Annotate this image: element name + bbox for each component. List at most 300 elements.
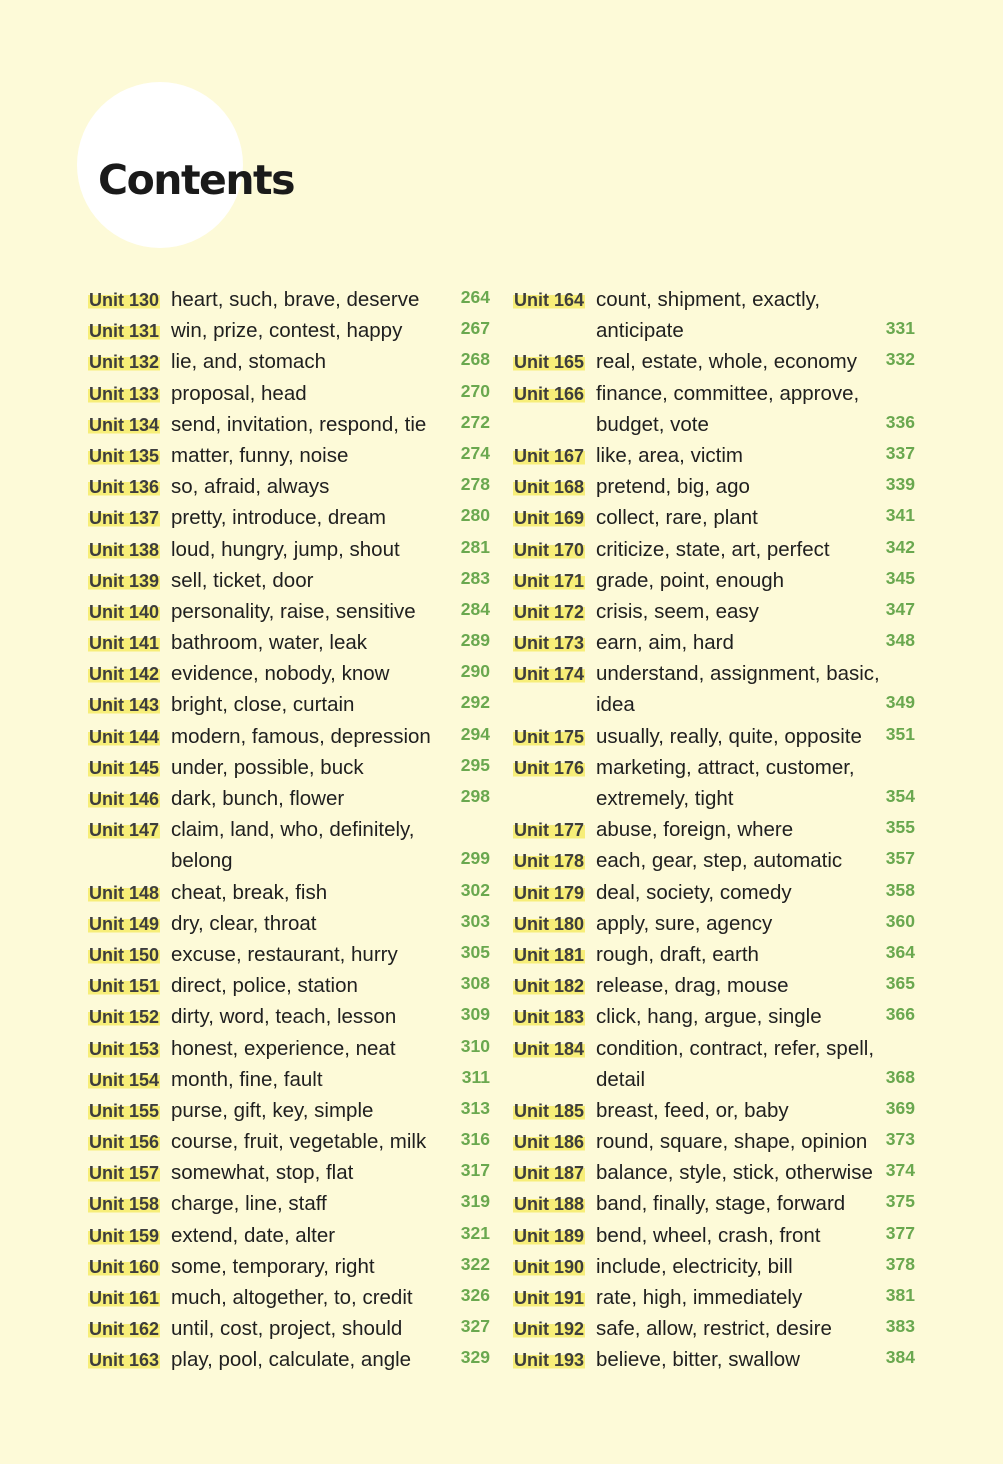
page-number: 360: [885, 910, 915, 931]
unit-words: extremely, tight: [596, 787, 734, 810]
unit-label: Unit 142: [89, 664, 160, 685]
unit-words: loud, hungry, jump, shout: [171, 537, 400, 561]
unit-label: Unit 172: [514, 601, 585, 622]
entry-line: [513, 721, 918, 752]
entry-line: [88, 1313, 493, 1344]
contents-entry[interactable]: [88, 1282, 493, 1313]
entry-line: [513, 596, 918, 627]
contents-entry[interactable]: [513, 1188, 918, 1219]
page-number: 313: [460, 1097, 490, 1118]
unit-words: marketing, attract, customer,: [596, 755, 855, 779]
contents-entry[interactable]: [513, 1251, 918, 1282]
unit-words: modern, famous, depression: [171, 724, 431, 748]
entry-line: [513, 346, 918, 377]
page-number: 299: [460, 848, 490, 869]
unit-label: Unit 148: [89, 882, 160, 903]
page-number: 317: [460, 1160, 490, 1181]
unit-label: Unit 166: [514, 383, 585, 404]
contents-entry[interactable]: [88, 315, 493, 346]
entry-line: [513, 689, 918, 720]
entry-line: [513, 970, 918, 1001]
page-number: 384: [885, 1347, 915, 1368]
unit-label: Unit 134: [89, 414, 160, 435]
unit-words: matter, funny, noise: [171, 443, 349, 467]
unit-label: Unit 159: [89, 1225, 160, 1246]
unit-label: Unit 185: [514, 1100, 585, 1121]
entry-line: [513, 1251, 918, 1282]
contents-entry[interactable]: [88, 689, 493, 720]
entry-line: [88, 346, 493, 377]
unit-words: rough, draft, earth: [596, 942, 759, 966]
unit-words: click, hang, argue, single: [596, 1005, 822, 1029]
unit-label: Unit 151: [89, 976, 160, 997]
entry-line: [88, 1282, 493, 1313]
page-number: 270: [460, 380, 490, 401]
page-number: 336: [885, 411, 915, 432]
entry-line: [513, 1313, 918, 1344]
unit-label: Unit 140: [89, 601, 160, 622]
entry-line: [88, 908, 493, 939]
unit-label: Unit 181: [514, 944, 585, 965]
unit-words: much, altogether, to, credit: [171, 1286, 413, 1309]
contents-entry[interactable]: [88, 1157, 493, 1188]
entry-line: [513, 752, 918, 783]
entry-line: [513, 627, 918, 658]
unit-label: Unit 176: [514, 757, 585, 778]
entry-line: [88, 1251, 493, 1282]
contents-entry[interactable]: [88, 565, 493, 596]
unit-words: personality, raise, sensitive: [171, 599, 416, 623]
page-number: 283: [460, 567, 490, 588]
unit-label: Unit 183: [514, 1007, 585, 1028]
unit-words: somewhat, stop, flat: [171, 1161, 354, 1185]
unit-words: condition, contract, refer, spell,: [596, 1036, 875, 1060]
contents-entry[interactable]: [88, 1188, 493, 1219]
contents-entry[interactable]: [88, 1001, 493, 1032]
page-number: 358: [885, 879, 915, 900]
contents-entry[interactable]: [513, 1126, 918, 1157]
entry-line: [88, 534, 493, 565]
contents-entry[interactable]: [513, 1095, 918, 1126]
page-number: 295: [460, 754, 490, 775]
unit-words: some, temporary, right: [171, 1254, 375, 1278]
unit-words: dry, clear, throat: [171, 911, 317, 935]
unit-words: budget, vote: [596, 412, 709, 436]
unit-label: Unit 161: [89, 1288, 160, 1308]
page-number: 348: [885, 630, 915, 651]
contents-entry[interactable]: [88, 970, 493, 1001]
contents-entry[interactable]: [88, 1064, 493, 1095]
unit-label: Unit 136: [89, 477, 160, 498]
unit-words: bathroom, water, leak: [171, 631, 367, 655]
unit-label: Unit 154: [89, 1069, 160, 1090]
entry-line: [513, 814, 918, 845]
page-number: 332: [885, 349, 915, 370]
unit-words: idea: [596, 693, 635, 717]
page-number: 373: [885, 1129, 915, 1150]
contents-entry[interactable]: [88, 783, 493, 814]
unit-label: Unit 178: [514, 851, 585, 872]
contents-entry[interactable]: [88, 939, 493, 970]
entry-line: [88, 440, 493, 471]
unit-words: dirty, word, teach, lesson: [171, 1005, 397, 1029]
unit-label: Unit 167: [514, 445, 585, 466]
page-number: 345: [885, 567, 915, 588]
unit-label: Unit 180: [514, 913, 585, 934]
contents-entry[interactable]: [88, 877, 493, 908]
page-number: 268: [460, 349, 490, 370]
unit-words: collect, rare, plant: [596, 506, 758, 530]
entry-line: [88, 502, 493, 533]
page-title: Contents: [98, 156, 295, 204]
page-number: 305: [460, 941, 490, 962]
entry-line: [513, 1220, 918, 1251]
unit-label: Unit 168: [514, 477, 585, 498]
unit-label: Unit 150: [89, 944, 160, 965]
unit-words: include, electricity, bill: [596, 1254, 793, 1278]
unit-words: lie, and, stomach: [171, 350, 326, 374]
entry-line: [88, 1344, 493, 1375]
contents-entry[interactable]: [513, 1344, 918, 1375]
unit-words: so, afraid, always: [171, 475, 330, 499]
unit-words: believe, bitter, swallow: [596, 1348, 800, 1372]
entry-line: [513, 471, 918, 502]
entry-line: [513, 658, 918, 689]
contents-entry[interactable]: [88, 1313, 493, 1344]
unit-label: Unit 187: [514, 1163, 585, 1184]
page-number: 331: [885, 318, 915, 339]
entry-line: [513, 877, 918, 908]
unit-words: month, fine, fault: [171, 1067, 323, 1091]
unit-label: Unit 132: [89, 352, 160, 373]
entry-line: [88, 845, 493, 876]
entry-line: [513, 1282, 918, 1313]
contents-entry[interactable]: [513, 471, 918, 502]
entry-line: [513, 845, 918, 876]
entry-line: [513, 534, 918, 565]
unit-label: Unit 163: [89, 1350, 160, 1371]
entry-line: [513, 1001, 918, 1032]
entry-line: [513, 1095, 918, 1126]
contents-entry[interactable]: [513, 440, 918, 471]
unit-words: purse, gift, key, simple: [171, 1098, 374, 1122]
contents-entry[interactable]: [88, 814, 493, 876]
page-number: 354: [885, 786, 915, 806]
entry-line: [513, 1033, 918, 1064]
unit-words: grade, point, enough: [596, 568, 785, 592]
entry-line: [88, 783, 493, 814]
page-number: 292: [460, 692, 490, 713]
unit-label: Unit 141: [89, 633, 160, 654]
unit-label: Unit 155: [89, 1100, 160, 1121]
unit-label: Unit 189: [514, 1225, 585, 1246]
contents-entry[interactable]: [88, 1095, 493, 1126]
entry-line: [88, 752, 493, 783]
unit-label: Unit 186: [514, 1132, 585, 1153]
unit-words: pretty, introduce, dream: [171, 506, 386, 530]
unit-label: Unit 177: [514, 820, 585, 841]
contents-entry[interactable]: [513, 627, 918, 658]
unit-label: Unit 162: [89, 1319, 160, 1340]
unit-words: send, invitation, respond, tie: [171, 412, 427, 436]
unit-label: Unit 146: [89, 789, 160, 809]
unit-words: dark, bunch, flower: [171, 787, 345, 810]
entry-line: [88, 315, 493, 346]
contents-entry[interactable]: [513, 814, 918, 845]
unit-label: Unit 190: [514, 1256, 585, 1277]
page-number: 272: [460, 411, 490, 432]
page-number: 366: [885, 1004, 915, 1025]
unit-words: excuse, restaurant, hurry: [171, 942, 398, 966]
contents-entry[interactable]: [88, 346, 493, 377]
contents-entry[interactable]: [513, 1313, 918, 1344]
contents-entry[interactable]: [88, 627, 493, 658]
entry-line: [88, 284, 493, 315]
unit-words: rate, high, immediately: [596, 1286, 803, 1309]
contents-entry[interactable]: [88, 440, 493, 471]
page-number: 327: [460, 1316, 490, 1337]
contents-entry[interactable]: [513, 970, 918, 1001]
contents-entry[interactable]: [88, 721, 493, 752]
page-number: 341: [885, 505, 915, 526]
unit-label: Unit 171: [514, 570, 585, 591]
unit-words: usually, really, quite, opposite: [596, 724, 862, 748]
contents-entry[interactable]: [513, 1282, 918, 1313]
page-number: 281: [460, 536, 490, 557]
page-number: 289: [460, 630, 490, 651]
entry-line: [513, 1064, 918, 1095]
contents-entry[interactable]: [88, 752, 493, 783]
page-number: 374: [885, 1160, 915, 1181]
unit-label: Unit 191: [514, 1288, 585, 1308]
unit-label: Unit 184: [514, 1038, 585, 1059]
page-number: 347: [885, 598, 915, 619]
unit-words: abuse, foreign, where: [596, 818, 794, 842]
unit-words: until, cost, project, should: [171, 1317, 403, 1341]
contents-entry[interactable]: [513, 1033, 918, 1095]
unit-label: Unit 145: [89, 757, 160, 778]
page-number: 298: [460, 786, 490, 806]
unit-words: apply, sure, agency: [596, 911, 773, 935]
page-number: 357: [885, 848, 915, 869]
page-number: 383: [885, 1316, 915, 1337]
unit-label: Unit 139: [89, 570, 160, 591]
page-number: 369: [885, 1097, 915, 1118]
entry-line: [88, 471, 493, 502]
contents-entry[interactable]: [513, 877, 918, 908]
unit-words: finance, committee, approve,: [596, 381, 860, 405]
page-number: 308: [460, 973, 490, 994]
entry-line: [88, 1095, 493, 1126]
unit-words: cheat, break, fish: [171, 880, 328, 904]
unit-label: Unit 160: [89, 1256, 160, 1277]
contents-entry[interactable]: [513, 845, 918, 876]
contents-entry[interactable]: [513, 596, 918, 627]
contents-entry[interactable]: [513, 346, 918, 377]
entry-line: [513, 1126, 918, 1157]
contents-entry[interactable]: [513, 1157, 918, 1188]
page-number: 329: [460, 1347, 490, 1368]
entry-line: [88, 1001, 493, 1032]
unit-label: Unit 147: [89, 820, 160, 841]
page-number: 351: [885, 723, 915, 744]
entry-line: [513, 908, 918, 939]
unit-label: Unit 152: [89, 1007, 160, 1028]
contents-entry[interactable]: [513, 378, 918, 440]
contents-entry[interactable]: [513, 908, 918, 939]
entry-line: [513, 502, 918, 533]
contents-entry[interactable]: [88, 471, 493, 502]
unit-label: Unit 157: [89, 1163, 160, 1184]
unit-label: Unit 149: [89, 913, 160, 934]
unit-label: Unit 131: [89, 321, 160, 342]
entry-line: [513, 315, 918, 346]
contents-entry[interactable]: [513, 752, 918, 814]
page-number: 278: [460, 474, 490, 495]
unit-words: count, shipment, exactly,: [596, 288, 821, 311]
entry-line: [88, 1033, 493, 1064]
contents-entry[interactable]: [88, 596, 493, 627]
unit-label: Unit 173: [514, 633, 585, 654]
contents-entry[interactable]: [88, 908, 493, 939]
unit-words: like, area, victim: [596, 443, 743, 467]
entry-line: [88, 814, 493, 845]
contents-entry[interactable]: [513, 1220, 918, 1251]
unit-words: each, gear, step, automatic: [596, 849, 843, 873]
unit-label: Unit 188: [514, 1194, 585, 1215]
contents-column-right: [513, 284, 918, 1376]
page-number: 309: [460, 1004, 490, 1025]
page-number: 378: [885, 1253, 915, 1274]
unit-words: round, square, shape, opinion: [596, 1130, 868, 1154]
entry-line: [513, 1157, 918, 1188]
entry-line: [513, 783, 918, 814]
entry-line: [88, 1220, 493, 1251]
unit-words: bright, close, curtain: [171, 693, 355, 717]
page-number: 290: [460, 661, 490, 682]
entry-line: [88, 409, 493, 440]
unit-words: charge, line, staff: [171, 1192, 327, 1216]
page-number: 302: [460, 879, 490, 900]
unit-words: criticize, state, art, perfect: [596, 537, 830, 561]
unit-label: Unit 153: [89, 1038, 160, 1059]
page-number: 303: [460, 910, 490, 931]
unit-words: claim, land, who, definitely,: [171, 818, 415, 842]
unit-label: Unit 169: [514, 508, 585, 529]
unit-words: belong: [171, 849, 233, 873]
unit-label: Unit 170: [514, 539, 585, 560]
unit-words: sell, ticket, door: [171, 568, 314, 592]
contents-entry[interactable]: [88, 502, 493, 533]
unit-words: win, prize, contest, happy: [171, 319, 403, 343]
unit-words: safe, allow, restrict, desire: [596, 1317, 832, 1341]
unit-words: detail: [596, 1067, 646, 1091]
unit-words: bend, wheel, crash, front: [596, 1223, 821, 1247]
entry-line: [88, 689, 493, 720]
contents-entry[interactable]: [513, 721, 918, 752]
entry-line: [88, 565, 493, 596]
entry-line: [513, 1344, 918, 1375]
unit-words: earn, aim, hard: [596, 631, 734, 655]
contents-entry[interactable]: [513, 534, 918, 565]
unit-words: crisis, seem, easy: [596, 599, 759, 623]
contents-entry[interactable]: [88, 1033, 493, 1064]
page-number: 284: [460, 598, 490, 619]
page-number: 310: [460, 1035, 490, 1056]
contents-entry[interactable]: [513, 565, 918, 596]
unit-label: Unit 156: [89, 1132, 160, 1153]
unit-label: Unit 137: [89, 508, 160, 529]
page-number: 280: [460, 505, 490, 526]
page-number: 319: [460, 1191, 490, 1212]
contents-entry[interactable]: [513, 658, 918, 720]
entry-line: [513, 409, 918, 440]
unit-label: Unit 192: [514, 1319, 585, 1340]
entry-line: [88, 970, 493, 1001]
unit-words: pretend, big, ago: [596, 475, 750, 499]
unit-words: heart, such, brave, deserve: [171, 288, 420, 311]
contents-entry[interactable]: [513, 284, 918, 346]
entry-line: [513, 378, 918, 409]
entry-line: [88, 1188, 493, 1219]
contents-entry[interactable]: [88, 409, 493, 440]
contents-entry[interactable]: [513, 502, 918, 533]
page-number: 342: [885, 536, 915, 557]
entry-line: [88, 658, 493, 689]
entry-line: [88, 877, 493, 908]
unit-label: Unit 143: [89, 695, 160, 716]
contents-entry[interactable]: [88, 658, 493, 689]
page-number: 349: [885, 692, 915, 713]
contents-entry[interactable]: [513, 1001, 918, 1032]
entry-line: [88, 721, 493, 752]
page-number: 368: [885, 1066, 915, 1087]
contents-entry[interactable]: [88, 1344, 493, 1375]
page-number: 321: [460, 1222, 490, 1243]
contents-entry[interactable]: [88, 1126, 493, 1157]
entry-line: [88, 1126, 493, 1157]
contents-entry[interactable]: [513, 939, 918, 970]
unit-words: honest, experience, neat: [171, 1036, 396, 1060]
page-number: 264: [460, 287, 490, 307]
contents-entry[interactable]: [88, 1251, 493, 1282]
entry-line: [88, 378, 493, 409]
unit-label: Unit 130: [89, 290, 160, 310]
page-number: 365: [885, 973, 915, 994]
unit-words: direct, police, station: [171, 974, 358, 998]
contents-entry[interactable]: [88, 284, 493, 315]
unit-label: Unit 133: [89, 383, 160, 404]
page-number: 364: [885, 941, 915, 962]
unit-label: Unit 158: [89, 1194, 160, 1215]
unit-words: extend, date, alter: [171, 1223, 336, 1247]
contents-column-left: [88, 284, 493, 1376]
entry-line: [513, 939, 918, 970]
unit-words: balance, style, stick, otherwise: [596, 1161, 873, 1185]
page-number: 381: [885, 1285, 915, 1305]
entry-line: [513, 284, 918, 315]
contents-entry[interactable]: [88, 534, 493, 565]
unit-words: release, drag, mouse: [596, 974, 789, 998]
entry-line: [88, 1064, 493, 1095]
unit-label: Unit 193: [514, 1350, 585, 1371]
contents-entry[interactable]: [88, 378, 493, 409]
page-number: 294: [460, 723, 490, 744]
unit-words: deal, society, comedy: [596, 880, 792, 904]
unit-words: breast, feed, or, baby: [596, 1098, 789, 1122]
unit-words: real, estate, whole, economy: [596, 350, 857, 374]
contents-entry[interactable]: [88, 1220, 493, 1251]
